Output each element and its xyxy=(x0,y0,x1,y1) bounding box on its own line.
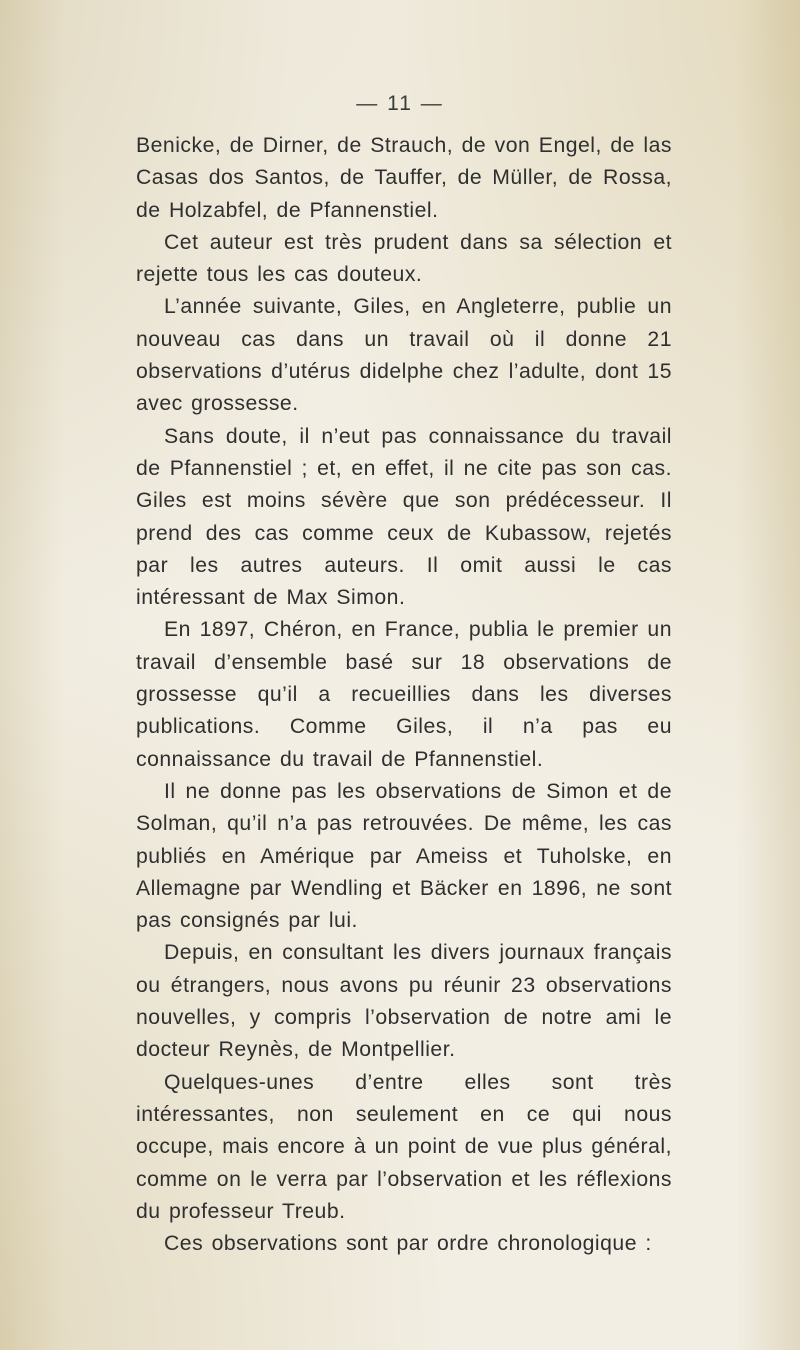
paragraph-6: Il ne donne pas les observations de Simon et de Solman, qu’il n’a pas retrouvées. De même, les cas publiés en Amérique par Ameiss et Tuholske, en Allemagne par Wendling et Bäcker en 1896, ne sont pas consignés par lui. xyxy=(136,779,672,933)
paragraph-8: Quelques-unes d’entre elles sont très intéressantes, non seulement en ce qui nous occupe, mais encore à un point de vue plus général, comme on le verra par l’observation et les réflexions du professeur Treub. xyxy=(136,1070,672,1223)
paragraph-3: L’année suivante, Giles, en Angleterre, publie un nouveau cas dans un travail où il donne 21 observations d’utérus didelphe chez l’adulte, dont 15 avec grossesse. xyxy=(136,295,672,416)
paragraph-4: Sans doute, il n’eut pas connaissance du travail de Pfannenstiel ; et, en effet, il ne cite pas son cas. Giles est moins sévère que son prédécesseur. Il prend des cas comme ceux de Kubassow, rejetés par les autres auteurs. Il omit aussi le cas intéressant de Max Simon. xyxy=(136,424,672,610)
paragraph-9: Ces observations sont par ordre chronologique : xyxy=(164,1232,652,1256)
body-text xyxy=(136,130,672,1260)
page-number: — 11 — xyxy=(356,92,444,115)
paragraph-7: Depuis, en consultant les divers journaux français ou étrangers, nous avons pu réunir 23 observations nouvelles, y compris l’observation de notre ami le docteur Reynès, de Montpellier. xyxy=(136,941,672,1062)
paragraph-5: En 1897, Chéron, en France, publia le premier un travail d’ensemble basé sur 18 observations de grossesse qu’il a recueillies dans les diverses publications. Comme Giles, il n’a pas eu connaissance du travail de Pfannenstiel. xyxy=(136,618,672,771)
paragraph-2: Cet auteur est très prudent dans sa sélection et rejette tous les cas douteux. xyxy=(136,230,672,287)
paragraph-1: Benicke, de Dirner, de Strauch, de von Engel, de las Casas dos Santos, de Tauffer, de Müller, de Rossa, de Holzabfel, de Pfannenstiel. xyxy=(136,134,672,222)
